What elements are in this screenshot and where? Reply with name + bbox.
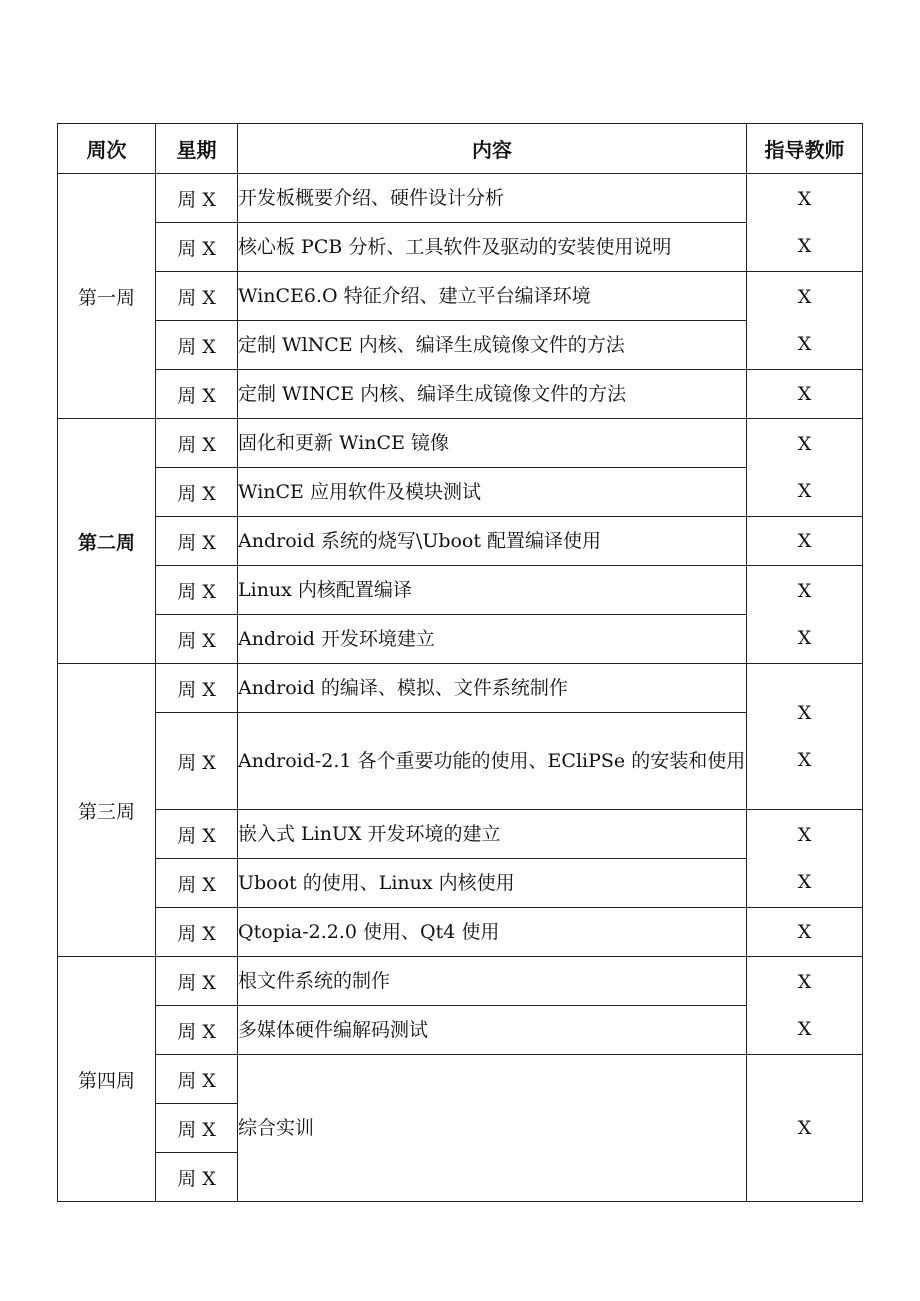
day-cell: 周 X <box>156 419 238 468</box>
teacher-value: X <box>797 970 812 993</box>
teacher-value: X <box>797 870 812 893</box>
table-row <box>58 1006 863 1055</box>
table-row <box>58 859 863 908</box>
teacher-cell: X <box>747 370 863 419</box>
day-cell: 周 X <box>156 272 238 321</box>
content-cell: Uboot 的使用、Linux 内核使用 <box>238 859 747 908</box>
day-cell: 周 X <box>156 908 238 957</box>
content-cell: Android 开发环境建立 <box>238 615 747 664</box>
teacher-value: X <box>797 332 812 355</box>
day-cell: 周 X <box>156 1006 238 1055</box>
teacher-cell <box>747 419 863 517</box>
day-cell: 周 X <box>156 859 238 908</box>
day-cell: 周 X <box>156 664 238 713</box>
teacher-value: X <box>797 187 812 210</box>
teacher-value: X <box>797 748 812 771</box>
teacher-cell <box>747 566 863 664</box>
teacher-value: X <box>797 479 812 502</box>
teacher-value: X <box>797 579 812 602</box>
header-week: 周次 <box>58 124 156 174</box>
content-cell: Qtopia-2.2.0 使用、Qt4 使用 <box>238 908 747 957</box>
table-row <box>58 468 863 517</box>
teacher-cell <box>747 174 863 272</box>
teacher-cell: X <box>747 908 863 957</box>
teacher-cell <box>747 272 863 370</box>
table-row <box>58 1055 863 1104</box>
table-row <box>58 321 863 370</box>
day-cell: 周 X <box>156 713 238 810</box>
week-cell: 第一周 <box>58 174 156 419</box>
table-row <box>58 713 863 810</box>
table-row <box>58 272 863 321</box>
teacher-cell <box>747 810 863 908</box>
schedule-table <box>57 123 863 1202</box>
table-row <box>58 566 863 615</box>
content-cell: 定制 WINCE 内核、编译生成镜像文件的方法 <box>238 370 747 419</box>
day-cell: 周 X <box>156 615 238 664</box>
teacher-value: X <box>797 1017 812 1040</box>
teacher-cell <box>747 957 863 1055</box>
table-row <box>58 223 863 272</box>
header-day: 星期 <box>156 124 238 174</box>
content-cell: 多媒体硬件编解码测试 <box>238 1006 747 1055</box>
table-row <box>58 419 863 468</box>
content-cell: 固化和更新 WinCE 镜像 <box>238 419 747 468</box>
week-cell: 第四周 <box>58 957 156 1202</box>
table-row <box>58 810 863 859</box>
day-cell: 周 X <box>156 223 238 272</box>
content-cell: Linux 内核配置编译 <box>238 566 747 615</box>
teacher-value: X <box>797 626 812 649</box>
day-cell: 周 X <box>156 321 238 370</box>
teacher-value: X <box>797 432 812 455</box>
teacher-cell: X <box>747 517 863 566</box>
table-row <box>58 517 863 566</box>
table-row <box>58 957 863 1006</box>
header-content: 内容 <box>238 124 747 174</box>
content-cell: WinCE 应用软件及模块测试 <box>238 468 747 517</box>
day-cell: 周 X <box>156 174 238 223</box>
day-cell: 周 X <box>156 1104 238 1153</box>
week-cell: 第三周 <box>58 664 156 957</box>
teacher-value: X <box>797 285 812 308</box>
teacher-cell: X <box>747 1055 863 1202</box>
content-cell: WinCE6.O 特征介绍、建立平台编译环境 <box>238 272 747 321</box>
content-cell: Android 系统的烧写\Uboot 配置编译使用 <box>238 517 747 566</box>
day-cell: 周 X <box>156 1153 238 1202</box>
day-cell: 周 X <box>156 1055 238 1104</box>
table-row <box>58 664 863 713</box>
header-teacher: 指导教师 <box>747 124 863 174</box>
table-row <box>58 908 863 957</box>
teacher-value: X <box>797 823 812 846</box>
table-row <box>58 615 863 664</box>
day-cell: 周 X <box>156 957 238 1006</box>
content-cell: 核心板 PCB 分析、工具软件及驱动的安装使用说明 <box>238 223 747 272</box>
table-row <box>58 174 863 223</box>
table-row <box>58 370 863 419</box>
content-cell: Android-2.1 各个重要功能的使用、ECliPSe 的安装和使用 <box>238 713 747 810</box>
teacher-value: X <box>797 234 812 257</box>
content-cell: 定制 WlNCE 内核、编译生成镜像文件的方法 <box>238 321 747 370</box>
day-cell: 周 X <box>156 468 238 517</box>
day-cell: 周 X <box>156 810 238 859</box>
content-cell: 根文件系统的制作 <box>238 957 747 1006</box>
header-row <box>58 124 863 174</box>
day-cell: 周 X <box>156 566 238 615</box>
teacher-value: X <box>797 701 812 724</box>
day-cell: 周 X <box>156 370 238 419</box>
content-cell: 嵌入式 LinUX 开发环境的建立 <box>238 810 747 859</box>
day-cell: 周 X <box>156 517 238 566</box>
content-cell: 综合实训 <box>238 1055 747 1202</box>
week-cell: 第二周 <box>58 419 156 664</box>
content-cell: 开发板概要介绍、硬件设计分析 <box>238 174 747 223</box>
content-cell: Android 的编译、模拟、文件系统制作 <box>238 664 747 713</box>
teacher-cell <box>747 664 863 810</box>
